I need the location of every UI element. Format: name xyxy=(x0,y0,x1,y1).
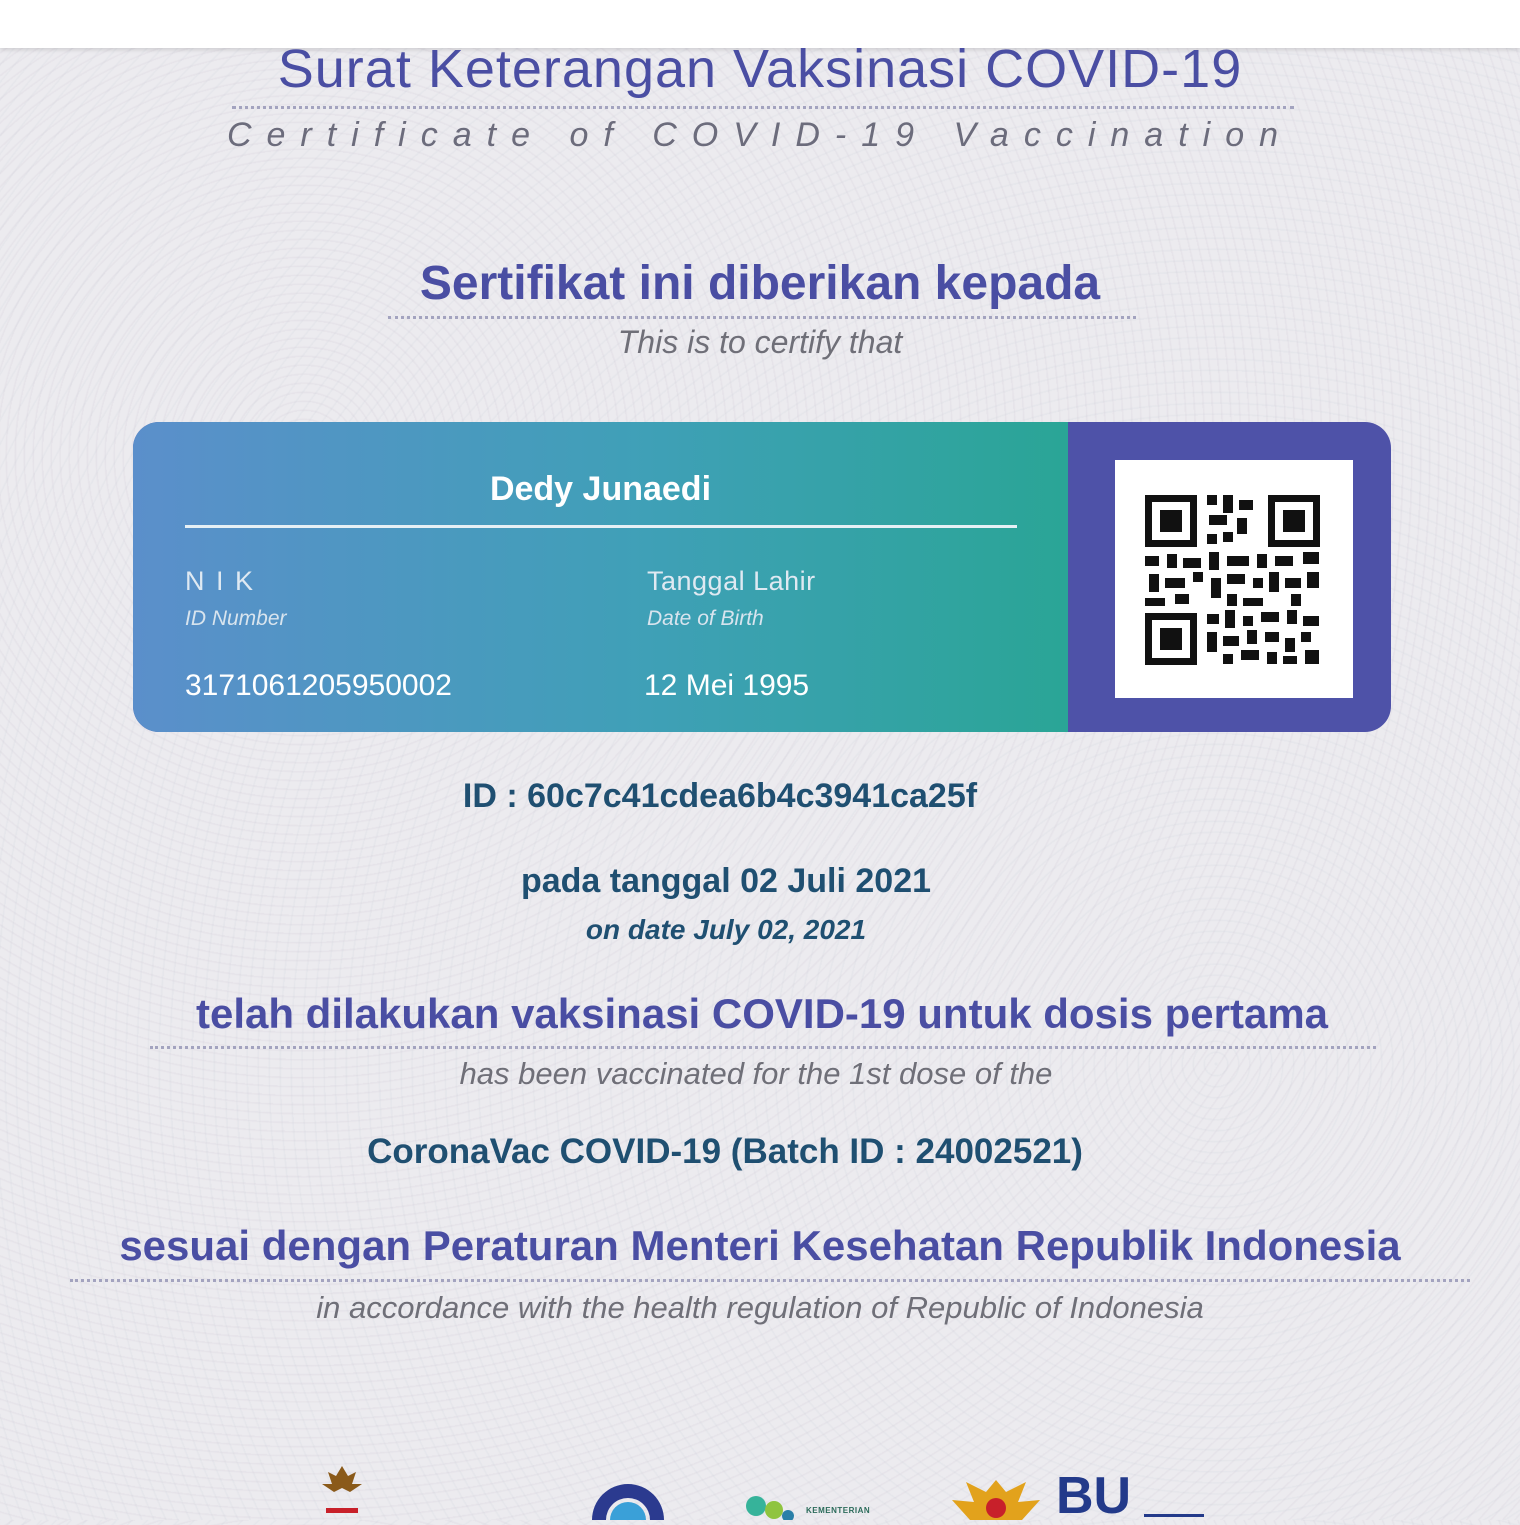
garuda-icon xyxy=(312,1462,372,1520)
regulation-statement-en: in accordance with the health regulation of Republic of Indonesia xyxy=(316,1290,1204,1325)
vaccination-date-en: on date July 02, 2021 xyxy=(585,914,867,945)
given-to-heading: Sertifikat ini diberikan kepada xyxy=(419,257,1101,310)
bumn-underline xyxy=(1144,1514,1204,1517)
certificate-title-id: Surat Keterangan Vaksinasi COVID-19 xyxy=(277,39,1243,99)
garuda-logo xyxy=(312,1462,372,1520)
nik-value: 3171061205950002 xyxy=(185,669,452,702)
certificate-id: ID : 60c7c41cdea6b4c3941ca25f xyxy=(462,777,978,815)
qr-code-icon xyxy=(1115,460,1353,698)
kemenkes-icon xyxy=(744,1490,796,1520)
dob-sublabel: Date of Birth xyxy=(647,607,764,630)
title-divider xyxy=(232,106,1294,109)
dose-statement-en: has been vaccinated for the 1st dose of the xyxy=(459,1056,1053,1091)
certificate-title-en: Certificate of COVID-19 Vaccination xyxy=(226,116,1294,154)
dose-statement-id: telah dilakukan vaksinasi COVID-19 untuk dosis pertama xyxy=(195,990,1329,1037)
regulation-statement-id: sesuai dengan Peraturan Menteri Kesehatan Republik Indonesia xyxy=(119,1222,1401,1269)
dose-divider xyxy=(150,1046,1376,1049)
dob-label: Tanggal Lahir xyxy=(647,566,816,596)
pancasila-emblem-logo xyxy=(948,1474,1044,1520)
holder-name: Dedy Junaedi xyxy=(489,470,712,508)
kemenkes-logo xyxy=(744,1490,904,1520)
qr-code xyxy=(1115,460,1353,698)
regulation-divider xyxy=(70,1279,1470,1282)
bumn-logo xyxy=(1056,1467,1216,1525)
kominfo-logo xyxy=(588,1478,668,1520)
nik-label: N I K xyxy=(185,566,256,596)
nik-sublabel: ID Number xyxy=(185,607,287,630)
given-divider xyxy=(388,316,1136,319)
dob-value: 12 Mei 1995 xyxy=(644,669,810,702)
vaccination-date-id: pada tanggal 02 Juli 2021 xyxy=(520,862,932,900)
holder-name-divider xyxy=(185,525,1017,528)
given-to-subheading: This is to certify that xyxy=(617,324,903,360)
pancasila-emblem-icon xyxy=(948,1474,1044,1520)
bumn-label: BU xyxy=(1056,1467,1132,1525)
kemenkes-label: KEMENTERIAN xyxy=(806,1506,871,1515)
vaccine-name: CoronaVac COVID-19 (Batch ID : 24002521) xyxy=(367,1132,1083,1171)
kominfo-icon xyxy=(588,1478,668,1520)
